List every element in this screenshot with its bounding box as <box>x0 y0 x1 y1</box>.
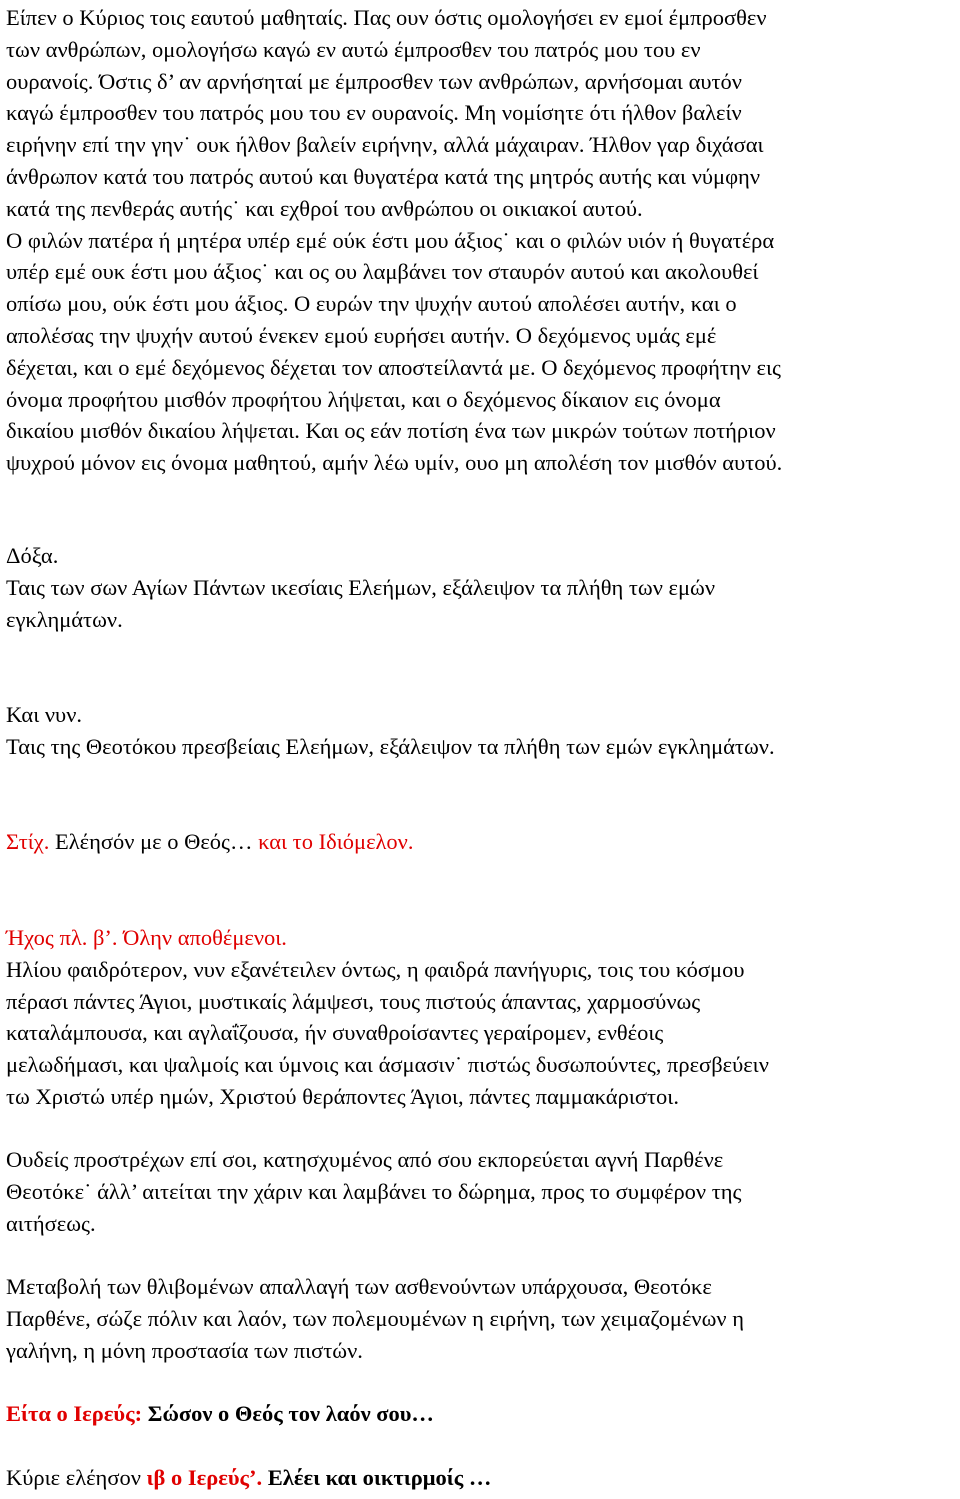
text-line: καγώ έμπροσθεν του πατρός μου του εν ουρανοίς. Μη νομίσητε ότι ήλθον βαλείν <box>6 100 742 126</box>
text-line: μελωδήμασι, και ψαλμοίς και ύμνοις και άσμασιν˙ πιστώς δυσωπούντες, πρεσβεύειν <box>6 1052 769 1078</box>
priest-exclamation-1 <box>6 1398 958 1430</box>
text-line: δικαίου μισθόν δικαίου λήψεται. Και ος εάν ποτίση ένα των μικρών τούτων ποτήριον <box>6 418 776 444</box>
text-line: πέρασι πάντες Άγιοι, μυστικαίς λάμψεσι, τους πιστούς άπαντας, χαρμοσύνως <box>6 988 701 1014</box>
priest-text: Ελέει και οικτιρμοίς … <box>262 1465 492 1490</box>
priest-text: Σώσον ο Θεός τον λαόν σου… <box>147 1401 434 1426</box>
stichos-suffix: και το Ιδιόμελον. <box>258 829 414 854</box>
text-line: των ανθρώπων, ομολογήσω καγώ εν αυτώ έμπροσθεν του πατρός μου του εν <box>6 36 701 62</box>
text-line: καταλάμπουσα, και αγλαΐζουσα, ήν συναθροίσαντες γεραίρομεν, ενθέοις <box>6 1020 664 1046</box>
text-line: οπίσω μου, ούκ έστι μου άξιος. Ο ευρών την ψυχήν αυτού απολέσει αυτήν, και ο <box>6 291 737 317</box>
text-line: ουρανοίς. Όστις δ’ αν αρνήσηταί με έμπροσθεν των ανθρώπων, αρνήσομαι αυτόν <box>6 68 742 94</box>
kai-nyn-heading: Και νυν. <box>6 702 82 727</box>
kyrie-text: Κύριε ελέησον <box>6 1465 147 1490</box>
priest-label: ιβ ο Ιερεύς’. <box>146 1465 263 1490</box>
text-line: Είπεν ο Κύριος τοις εαυτού μαθηταίς. Πας ουν όστις ομολογήσει εν εμοί έμπροσθεν <box>6 5 767 30</box>
priest-exclamation-2 <box>6 1462 958 1494</box>
text-line: Ταις της Θεοτόκου πρεσβείαις Ελεήμων, εξάλειψον τα πλήθη των εμών εγκλημάτων. <box>6 733 775 759</box>
text-line: ειρήνην επί την γην˙ ουκ ήλθον βαλείν ειρήνην, αλλά μάχαιραν. Ήλθον γαρ διχάσαι <box>6 132 764 158</box>
gospel-reading <box>6 2 958 479</box>
stichos <box>6 826 958 858</box>
text-line: εγκλημάτων. <box>6 606 123 632</box>
text-line: Θεοτόκε˙ άλλ’ αιτείται την χάριν και λαμβάνει το δώρημα, προς το συμφέρον της <box>6 1178 742 1204</box>
stichos-text: Ελέησόν με ο Θεός… <box>49 829 259 854</box>
text-line: κατά της πενθεράς αυτής˙ και εχθροί του ανθρώπου οι οικιακοί αυτού. <box>6 195 643 221</box>
tone-heading: Ήχος πλ. β’. Όλην αποθέμενοι. <box>6 925 287 950</box>
stichos-line <box>6 826 958 858</box>
text-line: τω Χριστώ υπέρ ημών, Χριστού θεράποντες Άγιοι, πάντες παμμακάριστοι. <box>6 1083 679 1109</box>
idiomelon-section <box>6 922 958 1113</box>
text-line: Ταις των σων Αγίων Πάντων ικεσίαις Ελεήμων, εξάλειψον τα πλήθη των εμών <box>6 574 716 600</box>
priest-line <box>6 1462 958 1494</box>
text-line: Ο φιλών πατέρα ή μητέρα υπέρ εμέ ούκ έστι μου άξιος˙ και ο φιλών υιόν ή θυγατέρα <box>6 227 775 253</box>
theotokion-1 <box>6 1144 958 1239</box>
doxa-heading: Δόξα. <box>6 543 59 568</box>
text-line: Παρθένε, σώζε πόλιν και λαόν, των πολεμουμένων η ειρήνη, των χειμαζομένων η <box>6 1305 744 1331</box>
priest-label: Είτα ο Ιερεύς: <box>6 1401 148 1426</box>
stichos-label: Στίχ. <box>6 829 50 854</box>
text-line: άνθρωπον κατά του πατρός αυτού και θυγατέρα κατά της μητρός αυτής και νύμφην <box>6 163 760 189</box>
theotokion-2 <box>6 1271 958 1366</box>
text-line: Ηλίου φαιδρότερον, νυν εξανέτειλεν όντως, η φαιδρά πανήγυρις, τοις του κόσμου <box>6 956 745 982</box>
text-line: όνομα προφήτου μισθόν προφήτου λήψεται, και ο δεχόμενος δίκαιον εις όνομα <box>6 386 721 412</box>
text-line: δέχεται, και ο εμέ δεχόμενος δέχεται τον αποστείλαντά με. Ο δεχόμενος προφήτην εις <box>6 354 781 380</box>
text-line: αιτήσεως. <box>6 1210 96 1236</box>
doxa-section <box>6 540 958 635</box>
priest-line <box>6 1398 958 1430</box>
text-line: υπέρ εμέ ουκ έστι μου άξιος˙ και ος ου λαμβάνει τον σταυρόν αυτού και ακολουθεί <box>6 259 759 285</box>
text-line: Ουδείς προστρέχων επί σοι, κατησχυμένος από σου εκπορεύεται αγνή Παρθένε <box>6 1147 724 1172</box>
text-line: απολέσας την ψυχήν αυτού ένεκεν εμού ευρήσει αυτήν. Ο δεχόμενος υμάς εμέ <box>6 322 717 348</box>
text-line: γαλήνη, η μόνη προστασία των πιστών. <box>6 1337 363 1363</box>
text-line: ψυχρού μόνον εις όνομα μαθητού, αμήν λέω υμίν, ουο μη απολέση τον μισθόν αυτού. <box>6 450 783 476</box>
kai-nyn-section <box>6 699 958 763</box>
text-line: Μεταβολή των θλιβομένων απαλλαγή των ασθενούντων υπάρχουσα, Θεοτόκε <box>6 1274 712 1299</box>
